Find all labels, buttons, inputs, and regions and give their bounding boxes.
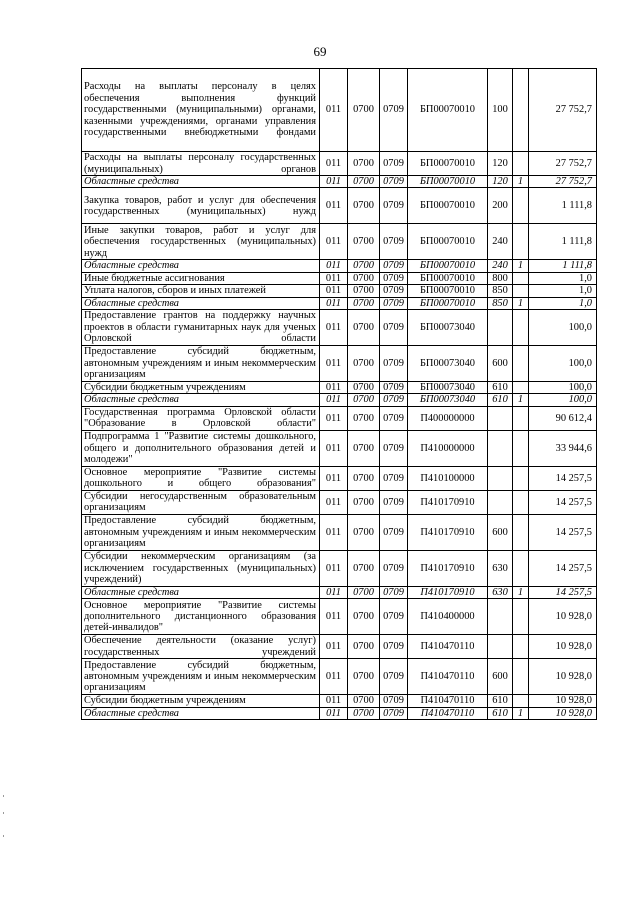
table-row <box>82 586 597 598</box>
section-code: 0700 <box>348 586 380 598</box>
funding-source-code <box>513 310 529 346</box>
scan-artifact <box>3 835 4 837</box>
table-row <box>82 224 597 260</box>
row-name: Обеспечение деятельности (оказание услуг) государственных учреждений <box>82 635 320 659</box>
section-code: 0700 <box>348 550 380 586</box>
subsection-code: 0709 <box>380 707 408 719</box>
expense-type-code <box>488 599 513 635</box>
expense-type-code: 850 <box>488 297 513 309</box>
row-name: Областные средства <box>82 394 320 406</box>
row-name: Областные средства <box>82 176 320 188</box>
table-body <box>82 69 597 720</box>
ved-code: 011 <box>320 152 348 176</box>
amount: 100,0 <box>529 382 597 394</box>
ved-code: 011 <box>320 69 348 152</box>
amount: 14 257,5 <box>529 550 597 586</box>
section-code: 0700 <box>348 260 380 272</box>
section-code: 0700 <box>348 285 380 297</box>
funding-source-code <box>513 599 529 635</box>
target-article-code: БП00070010 <box>408 69 488 152</box>
funding-source-code <box>513 188 529 224</box>
subsection-code: 0709 <box>380 224 408 260</box>
row-name: Субсидии бюджетным учреждениям <box>82 695 320 707</box>
section-code: 0700 <box>348 635 380 659</box>
amount: 10 928,0 <box>529 635 597 659</box>
table-row <box>82 695 597 707</box>
subsection-code: 0709 <box>380 490 408 514</box>
funding-source-code: 1 <box>513 260 529 272</box>
target-article-code: П400000000 <box>408 406 488 430</box>
section-code: 0700 <box>348 707 380 719</box>
funding-source-code <box>513 635 529 659</box>
row-name: Предоставление субсидий бюджетным, автономным учреждениям и иным некоммерческим организациям <box>82 514 320 550</box>
table-row <box>82 346 597 382</box>
table-row <box>82 707 597 719</box>
subsection-code: 0709 <box>380 659 408 695</box>
row-name: Уплата налогов, сборов и иных платежей <box>82 285 320 297</box>
section-code: 0700 <box>348 152 380 176</box>
section-code: 0700 <box>348 224 380 260</box>
expense-type-code <box>488 310 513 346</box>
target-article-code: П410170910 <box>408 514 488 550</box>
amount: 27 752,7 <box>529 152 597 176</box>
expense-type-code <box>488 406 513 430</box>
table-row <box>82 659 597 695</box>
funding-source-code <box>513 466 529 490</box>
row-name: Иные бюджетные ассигнования <box>82 272 320 284</box>
ved-code: 011 <box>320 406 348 430</box>
target-article-code: П410000000 <box>408 430 488 466</box>
ved-code: 011 <box>320 382 348 394</box>
ved-code: 011 <box>320 176 348 188</box>
subsection-code: 0709 <box>380 550 408 586</box>
target-article-code: БП00070010 <box>408 224 488 260</box>
funding-source-code <box>513 152 529 176</box>
funding-source-code: 1 <box>513 176 529 188</box>
ved-code: 011 <box>320 297 348 309</box>
expense-type-code: 100 <box>488 69 513 152</box>
ved-code: 011 <box>320 550 348 586</box>
ved-code: 011 <box>320 514 348 550</box>
target-article-code: БП00070010 <box>408 188 488 224</box>
section-code: 0700 <box>348 695 380 707</box>
subsection-code: 0709 <box>380 152 408 176</box>
funding-source-code: 1 <box>513 394 529 406</box>
row-name: Предоставление грантов на поддержку научных проектов в области гуманитарных наук для ученых Орловской области <box>82 310 320 346</box>
table-row <box>82 514 597 550</box>
expense-type-code: 600 <box>488 659 513 695</box>
subsection-code: 0709 <box>380 635 408 659</box>
target-article-code: П410470110 <box>408 659 488 695</box>
table-row <box>82 188 597 224</box>
amount: 1,0 <box>529 272 597 284</box>
target-article-code: БП00070010 <box>408 285 488 297</box>
target-article-code: П410170910 <box>408 586 488 598</box>
table-row <box>82 272 597 284</box>
scan-artifact <box>3 812 4 814</box>
expense-type-code: 800 <box>488 272 513 284</box>
section-code: 0700 <box>348 430 380 466</box>
table-row <box>82 550 597 586</box>
funding-source-code <box>513 695 529 707</box>
section-code: 0700 <box>348 514 380 550</box>
table-row <box>82 490 597 514</box>
ved-code: 011 <box>320 260 348 272</box>
page-number: 69 <box>313 44 327 59</box>
row-name: Расходы на выплаты персоналу в целях обеспечения выполнения функций государственными (муниципальными) органами, казенными учреждениями, органами управления государственными внебюджетными фондами <box>82 69 320 152</box>
row-name: Областные средства <box>82 297 320 309</box>
table-row <box>82 466 597 490</box>
target-article-code: БП00070010 <box>408 176 488 188</box>
amount: 10 928,0 <box>529 599 597 635</box>
subsection-code: 0709 <box>380 382 408 394</box>
expense-type-code: 610 <box>488 394 513 406</box>
table-row <box>82 430 597 466</box>
section-code: 0700 <box>348 659 380 695</box>
row-name: Основное мероприятие "Развитие системы дополнительного дистанционного образования детей-инвалидов" <box>82 599 320 635</box>
subsection-code: 0709 <box>380 188 408 224</box>
amount: 27 752,7 <box>529 176 597 188</box>
funding-source-code: 1 <box>513 586 529 598</box>
row-name: Расходы на выплаты персоналу государственных (муниципальных) органов <box>82 152 320 176</box>
amount: 1,0 <box>529 297 597 309</box>
amount: 1 111,8 <box>529 224 597 260</box>
section-code: 0700 <box>348 176 380 188</box>
section-code: 0700 <box>348 69 380 152</box>
row-name: Областные средства <box>82 707 320 719</box>
funding-source-code <box>513 224 529 260</box>
subsection-code: 0709 <box>380 260 408 272</box>
amount: 100,0 <box>529 394 597 406</box>
subsection-code: 0709 <box>380 176 408 188</box>
expense-type-code: 630 <box>488 586 513 598</box>
expense-type-code: 600 <box>488 346 513 382</box>
section-code: 0700 <box>348 188 380 224</box>
amount: 90 612,4 <box>529 406 597 430</box>
amount: 14 257,5 <box>529 466 597 490</box>
ved-code: 011 <box>320 430 348 466</box>
section-code: 0700 <box>348 297 380 309</box>
subsection-code: 0709 <box>380 430 408 466</box>
subsection-code: 0709 <box>380 406 408 430</box>
scan-artifact <box>3 795 4 797</box>
funding-source-code <box>513 272 529 284</box>
ved-code: 011 <box>320 659 348 695</box>
funding-source-code <box>513 346 529 382</box>
ved-code: 011 <box>320 695 348 707</box>
subsection-code: 0709 <box>380 599 408 635</box>
row-name: Подпрограмма 1 "Развитие системы дошкольного, общего и дополнительного образования детей и молодежи" <box>82 430 320 466</box>
section-code: 0700 <box>348 490 380 514</box>
funding-source-code <box>513 550 529 586</box>
ved-code: 011 <box>320 599 348 635</box>
amount: 10 928,0 <box>529 707 597 719</box>
amount: 100,0 <box>529 346 597 382</box>
subsection-code: 0709 <box>380 285 408 297</box>
expense-type-code <box>488 490 513 514</box>
row-name: Предоставление субсидий бюджетным, автономным учреждениям и иным некоммерческим организациям <box>82 659 320 695</box>
table-row <box>82 152 597 176</box>
section-code: 0700 <box>348 406 380 430</box>
ved-code: 011 <box>320 188 348 224</box>
table-row <box>82 394 597 406</box>
table-row <box>82 260 597 272</box>
expense-type-code: 610 <box>488 707 513 719</box>
target-article-code: П410470110 <box>408 695 488 707</box>
expense-type-code: 850 <box>488 285 513 297</box>
ved-code: 011 <box>320 310 348 346</box>
expense-type-code: 600 <box>488 514 513 550</box>
expense-type-code: 240 <box>488 260 513 272</box>
table-row <box>82 176 597 188</box>
amount: 1,0 <box>529 285 597 297</box>
target-article-code: БП00070010 <box>408 297 488 309</box>
row-name: Субсидии бюджетным учреждениям <box>82 382 320 394</box>
target-article-code: П410170910 <box>408 490 488 514</box>
ved-code: 011 <box>320 707 348 719</box>
amount: 27 752,7 <box>529 69 597 152</box>
subsection-code: 0709 <box>380 310 408 346</box>
amount: 10 928,0 <box>529 695 597 707</box>
expense-type-code <box>488 466 513 490</box>
target-article-code: П410170910 <box>408 550 488 586</box>
row-name: Субсидии некоммерческим организациям (за исключением государственных (муниципальных) учреждений) <box>82 550 320 586</box>
expense-type-code: 120 <box>488 176 513 188</box>
target-article-code: П410470110 <box>408 707 488 719</box>
ved-code: 011 <box>320 466 348 490</box>
funding-source-code <box>513 406 529 430</box>
row-name: Иные закупки товаров, работ и услуг для обеспечения государственных (муниципальных) нужд <box>82 224 320 260</box>
section-code: 0700 <box>348 394 380 406</box>
ved-code: 011 <box>320 272 348 284</box>
section-code: 0700 <box>348 382 380 394</box>
table-row <box>82 599 597 635</box>
table-row <box>82 69 597 152</box>
amount: 1 111,8 <box>529 188 597 224</box>
section-code: 0700 <box>348 310 380 346</box>
target-article-code: П410470110 <box>408 635 488 659</box>
amount: 1 111,8 <box>529 260 597 272</box>
funding-source-code <box>513 69 529 152</box>
amount: 14 257,5 <box>529 490 597 514</box>
target-article-code: П410400000 <box>408 599 488 635</box>
target-article-code: БП00073040 <box>408 310 488 346</box>
ved-code: 011 <box>320 586 348 598</box>
budget-table <box>81 68 597 720</box>
amount: 100,0 <box>529 310 597 346</box>
amount: 14 257,5 <box>529 514 597 550</box>
table-row <box>82 382 597 394</box>
row-name: Субсидии негосударственным образовательным организациям <box>82 490 320 514</box>
expense-type-code: 630 <box>488 550 513 586</box>
funding-source-code <box>513 430 529 466</box>
subsection-code: 0709 <box>380 394 408 406</box>
target-article-code: БП00073040 <box>408 346 488 382</box>
expense-type-code: 610 <box>488 382 513 394</box>
row-name: Предоставление субсидий бюджетным, автономным учреждениям и иным некоммерческим организациям <box>82 346 320 382</box>
ved-code: 011 <box>320 346 348 382</box>
section-code: 0700 <box>348 466 380 490</box>
expense-type-code <box>488 635 513 659</box>
amount: 14 257,5 <box>529 586 597 598</box>
row-name: Областные средства <box>82 586 320 598</box>
funding-source-code <box>513 659 529 695</box>
amount: 33 944,6 <box>529 430 597 466</box>
target-article-code: П410100000 <box>408 466 488 490</box>
subsection-code: 0709 <box>380 466 408 490</box>
target-article-code: БП00070010 <box>408 272 488 284</box>
subsection-code: 0709 <box>380 695 408 707</box>
table-row <box>82 297 597 309</box>
funding-source-code: 1 <box>513 297 529 309</box>
row-name: Закупка товаров, работ и услуг для обеспечения государственных (муниципальных) нужд <box>82 188 320 224</box>
table-row <box>82 285 597 297</box>
ved-code: 011 <box>320 224 348 260</box>
table-row <box>82 635 597 659</box>
section-code: 0700 <box>348 346 380 382</box>
row-name: Государственная программа Орловской области "Образование в Орловской области" <box>82 406 320 430</box>
expense-type-code: 120 <box>488 152 513 176</box>
table-row <box>82 310 597 346</box>
subsection-code: 0709 <box>380 297 408 309</box>
ved-code: 011 <box>320 394 348 406</box>
expense-type-code: 610 <box>488 695 513 707</box>
subsection-code: 0709 <box>380 346 408 382</box>
target-article-code: БП00070010 <box>408 260 488 272</box>
subsection-code: 0709 <box>380 514 408 550</box>
section-code: 0700 <box>348 599 380 635</box>
funding-source-code <box>513 285 529 297</box>
ved-code: 011 <box>320 285 348 297</box>
target-article-code: БП00073040 <box>408 382 488 394</box>
target-article-code: БП00073040 <box>408 394 488 406</box>
table-row <box>82 406 597 430</box>
funding-source-code: 1 <box>513 707 529 719</box>
row-name: Основное мероприятие "Развитие системы дошкольного и общего образования" <box>82 466 320 490</box>
section-code: 0700 <box>348 272 380 284</box>
row-name: Областные средства <box>82 260 320 272</box>
subsection-code: 0709 <box>380 272 408 284</box>
amount: 10 928,0 <box>529 659 597 695</box>
expense-type-code <box>488 430 513 466</box>
expense-type-code: 240 <box>488 224 513 260</box>
ved-code: 011 <box>320 635 348 659</box>
funding-source-code <box>513 490 529 514</box>
funding-source-code <box>513 514 529 550</box>
subsection-code: 0709 <box>380 586 408 598</box>
ved-code: 011 <box>320 490 348 514</box>
target-article-code: БП00070010 <box>408 152 488 176</box>
subsection-code: 0709 <box>380 69 408 152</box>
funding-source-code <box>513 382 529 394</box>
expense-type-code: 200 <box>488 188 513 224</box>
